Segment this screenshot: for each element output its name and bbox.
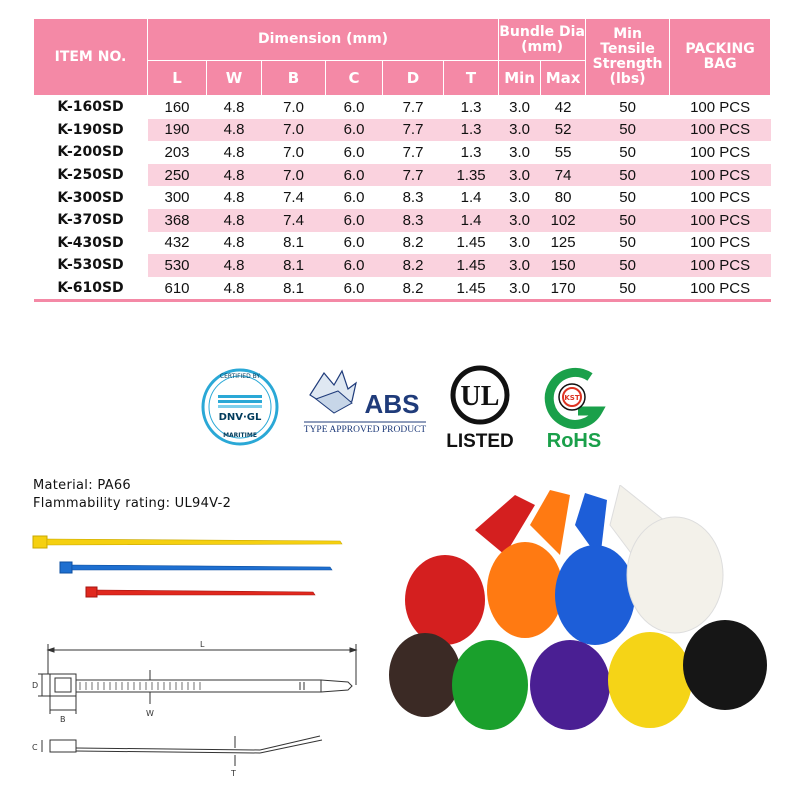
cable-tie-bundles-photo bbox=[385, 485, 775, 745]
cell-t: 1.45 bbox=[456, 234, 486, 252]
cell-b: 7.0 bbox=[262, 164, 326, 187]
cell-l: 190 bbox=[148, 119, 207, 142]
table-row bbox=[34, 119, 771, 142]
flammability-text: Flammability rating: UL94V-2 bbox=[33, 496, 232, 511]
cell-packing: 100 PCS bbox=[670, 209, 771, 232]
cell-tensile: 50 bbox=[619, 234, 636, 252]
cell-b: 7.0 bbox=[283, 143, 304, 161]
cell-max: 170 bbox=[541, 277, 586, 301]
cell-min: 3.0 bbox=[509, 189, 530, 207]
cell-w: 4.8 bbox=[223, 143, 245, 161]
cable-ties-illustration bbox=[30, 528, 360, 608]
svg-text:UL: UL bbox=[460, 381, 500, 412]
table-row bbox=[34, 232, 771, 255]
header-dimension: Dimension (mm) bbox=[148, 19, 499, 61]
header-col-d: D bbox=[383, 61, 444, 96]
cell-min: 3.0 bbox=[499, 119, 541, 142]
svg-text:RoHS: RoHS bbox=[546, 430, 602, 451]
cell-min: 3.0 bbox=[499, 209, 541, 232]
table-row bbox=[34, 277, 771, 301]
svg-text:KST: KST bbox=[564, 394, 580, 402]
cell-d: 8.2 bbox=[402, 234, 424, 252]
cell-min: 3.0 bbox=[499, 164, 541, 187]
table-row bbox=[34, 186, 771, 209]
cell-tensile: 50 bbox=[586, 209, 670, 232]
item-no-cell: K-530SD bbox=[34, 254, 148, 277]
table-row bbox=[34, 141, 771, 164]
cell-min: 3.0 bbox=[499, 254, 541, 277]
blue-cable-tie bbox=[60, 562, 332, 573]
svg-text:LISTED: LISTED bbox=[446, 431, 514, 451]
table-row bbox=[34, 164, 771, 187]
header-item-no: ITEM NO. bbox=[34, 19, 148, 96]
cell-b: 7.0 bbox=[262, 119, 326, 142]
svg-text:MARITIME: MARITIME bbox=[223, 432, 257, 439]
cell-l: 368 bbox=[148, 209, 207, 232]
cell-c: 6.0 bbox=[326, 209, 383, 232]
cell-min: 3.0 bbox=[499, 277, 541, 301]
cell-c: 6.0 bbox=[343, 234, 365, 252]
svg-text:CERTIFIED BY: CERTIFIED BY bbox=[219, 373, 261, 380]
cell-c: 6.0 bbox=[343, 143, 365, 161]
cell-d: 8.2 bbox=[383, 277, 444, 301]
cell-b: 8.1 bbox=[262, 254, 326, 277]
svg-text:L: L bbox=[200, 640, 205, 649]
cell-min: 3.0 bbox=[509, 98, 530, 116]
header-col-max: Max bbox=[541, 61, 586, 96]
cell-tensile: 50 bbox=[619, 98, 636, 116]
cell-max: 74 bbox=[541, 164, 586, 187]
cell-l: 250 bbox=[148, 164, 207, 187]
svg-text:T: T bbox=[231, 769, 236, 778]
svg-text:ABS: ABS bbox=[364, 389, 420, 419]
svg-text:W: W bbox=[146, 709, 154, 718]
cell-min: 3.0 bbox=[509, 234, 530, 252]
item-no-cell: K-250SD bbox=[34, 164, 148, 187]
cell-packing: 100 PCS bbox=[670, 164, 771, 187]
cell-tensile: 50 bbox=[586, 119, 670, 142]
cell-b: 7.4 bbox=[262, 209, 326, 232]
cell-packing: 100 PCS bbox=[670, 254, 771, 277]
svg-text:TYPE APPROVED PRODUCT: TYPE APPROVED PRODUCT bbox=[303, 425, 427, 435]
cell-w: 4.8 bbox=[207, 209, 262, 232]
cell-packing: 100 PCS bbox=[690, 189, 751, 207]
cell-packing: 100 PCS bbox=[670, 277, 771, 301]
item-no-cell: K-200SD bbox=[34, 141, 148, 164]
cell-max: 150 bbox=[541, 254, 586, 277]
cell-tensile: 50 bbox=[586, 277, 670, 301]
cell-c: 6.0 bbox=[343, 189, 365, 207]
cell-w: 4.8 bbox=[223, 189, 245, 207]
cell-max: 102 bbox=[541, 209, 586, 232]
cell-t: 1.45 bbox=[444, 277, 499, 301]
yellow-cable-tie bbox=[33, 536, 342, 548]
spec-table bbox=[33, 18, 771, 302]
cell-l: 160 bbox=[164, 98, 190, 116]
spec-table-body bbox=[34, 96, 771, 301]
cell-w: 4.8 bbox=[223, 234, 245, 252]
header-packing-bag: PACKING BAG bbox=[670, 19, 771, 96]
svg-text:C: C bbox=[32, 743, 38, 752]
cell-packing: 100 PCS bbox=[670, 119, 771, 142]
item-no-cell: K-190SD bbox=[34, 119, 148, 142]
cell-l: 432 bbox=[164, 234, 190, 252]
material-text: Material: PA66 bbox=[33, 478, 131, 493]
cell-packing: 100 PCS bbox=[690, 234, 751, 252]
cell-t: 1.3 bbox=[460, 143, 482, 161]
cell-d: 8.2 bbox=[383, 254, 444, 277]
cell-tensile: 50 bbox=[586, 164, 670, 187]
cell-b: 8.1 bbox=[262, 277, 326, 301]
cell-t: 1.35 bbox=[444, 164, 499, 187]
svg-text:B: B bbox=[60, 715, 66, 724]
cell-b: 7.0 bbox=[283, 98, 304, 116]
header-col-w: W bbox=[207, 61, 262, 96]
cell-w: 4.8 bbox=[207, 164, 262, 187]
cell-d: 8.3 bbox=[402, 189, 424, 207]
header-bundle-dia: Bundle Dia (mm) bbox=[499, 19, 586, 61]
cell-c: 6.0 bbox=[343, 98, 365, 116]
item-no-cell: K-160SD bbox=[34, 96, 148, 119]
cell-t: 1.45 bbox=[444, 254, 499, 277]
item-no-cell: K-370SD bbox=[34, 209, 148, 232]
cell-min: 3.0 bbox=[509, 143, 530, 161]
cell-t: 1.3 bbox=[444, 119, 499, 142]
cell-d: 7.7 bbox=[402, 98, 424, 116]
cell-l: 530 bbox=[148, 254, 207, 277]
svg-text:D: D bbox=[32, 681, 39, 690]
red-cable-tie bbox=[86, 587, 315, 597]
cell-w: 4.8 bbox=[207, 254, 262, 277]
cell-t: 1.4 bbox=[460, 189, 482, 207]
cell-w: 4.8 bbox=[207, 119, 262, 142]
cell-l: 300 bbox=[164, 189, 190, 207]
abs-logo bbox=[302, 365, 428, 437]
cell-tensile: 50 bbox=[586, 254, 670, 277]
cell-c: 6.0 bbox=[326, 119, 383, 142]
cell-packing: 100 PCS bbox=[690, 143, 751, 161]
rohs-logo bbox=[532, 365, 616, 451]
cell-max: 80 bbox=[554, 189, 572, 207]
cell-c: 6.0 bbox=[326, 164, 383, 187]
header-col-l: L bbox=[148, 61, 207, 96]
table-row bbox=[34, 254, 771, 277]
cell-d: 7.7 bbox=[383, 164, 444, 187]
cell-w: 4.8 bbox=[207, 277, 262, 301]
cell-l: 610 bbox=[148, 277, 207, 301]
back-row-bundles bbox=[405, 485, 723, 645]
cell-d: 8.3 bbox=[383, 209, 444, 232]
cell-max: 125 bbox=[550, 234, 576, 252]
cell-max: 42 bbox=[554, 98, 572, 116]
header-col-c: C bbox=[326, 61, 383, 96]
header-min-tensile: Min Tensile Strength (lbs) bbox=[586, 19, 670, 96]
cell-d: 7.7 bbox=[383, 119, 444, 142]
cell-c: 6.0 bbox=[326, 254, 383, 277]
cell-w: 4.8 bbox=[223, 98, 245, 116]
cell-l: 203 bbox=[164, 143, 190, 161]
cell-c: 6.0 bbox=[326, 277, 383, 301]
cell-tensile: 50 bbox=[619, 143, 636, 161]
table-row bbox=[34, 209, 771, 232]
cell-t: 1.4 bbox=[444, 209, 499, 232]
cell-b: 8.1 bbox=[283, 234, 304, 252]
header-col-t: T bbox=[444, 61, 499, 96]
cell-packing: 100 PCS bbox=[690, 98, 751, 116]
item-no-cell: K-300SD bbox=[34, 186, 148, 209]
ul-listed-logo bbox=[444, 365, 516, 451]
cell-max: 55 bbox=[554, 143, 572, 161]
cell-t: 1.3 bbox=[460, 98, 482, 116]
header-col-min: Min bbox=[499, 61, 541, 96]
table-row bbox=[34, 96, 771, 119]
dimension-drawing bbox=[30, 630, 370, 790]
cell-d: 7.7 bbox=[402, 143, 424, 161]
cell-b: 7.4 bbox=[283, 189, 304, 207]
svg-text:DNV·GL: DNV·GL bbox=[218, 412, 262, 423]
item-no-cell: K-430SD bbox=[34, 232, 148, 255]
item-no-cell: K-610SD bbox=[34, 277, 148, 301]
header-col-b: B bbox=[262, 61, 326, 96]
cell-max: 52 bbox=[541, 119, 586, 142]
cell-tensile: 50 bbox=[619, 189, 636, 207]
dnv-gl-logo bbox=[200, 362, 280, 452]
